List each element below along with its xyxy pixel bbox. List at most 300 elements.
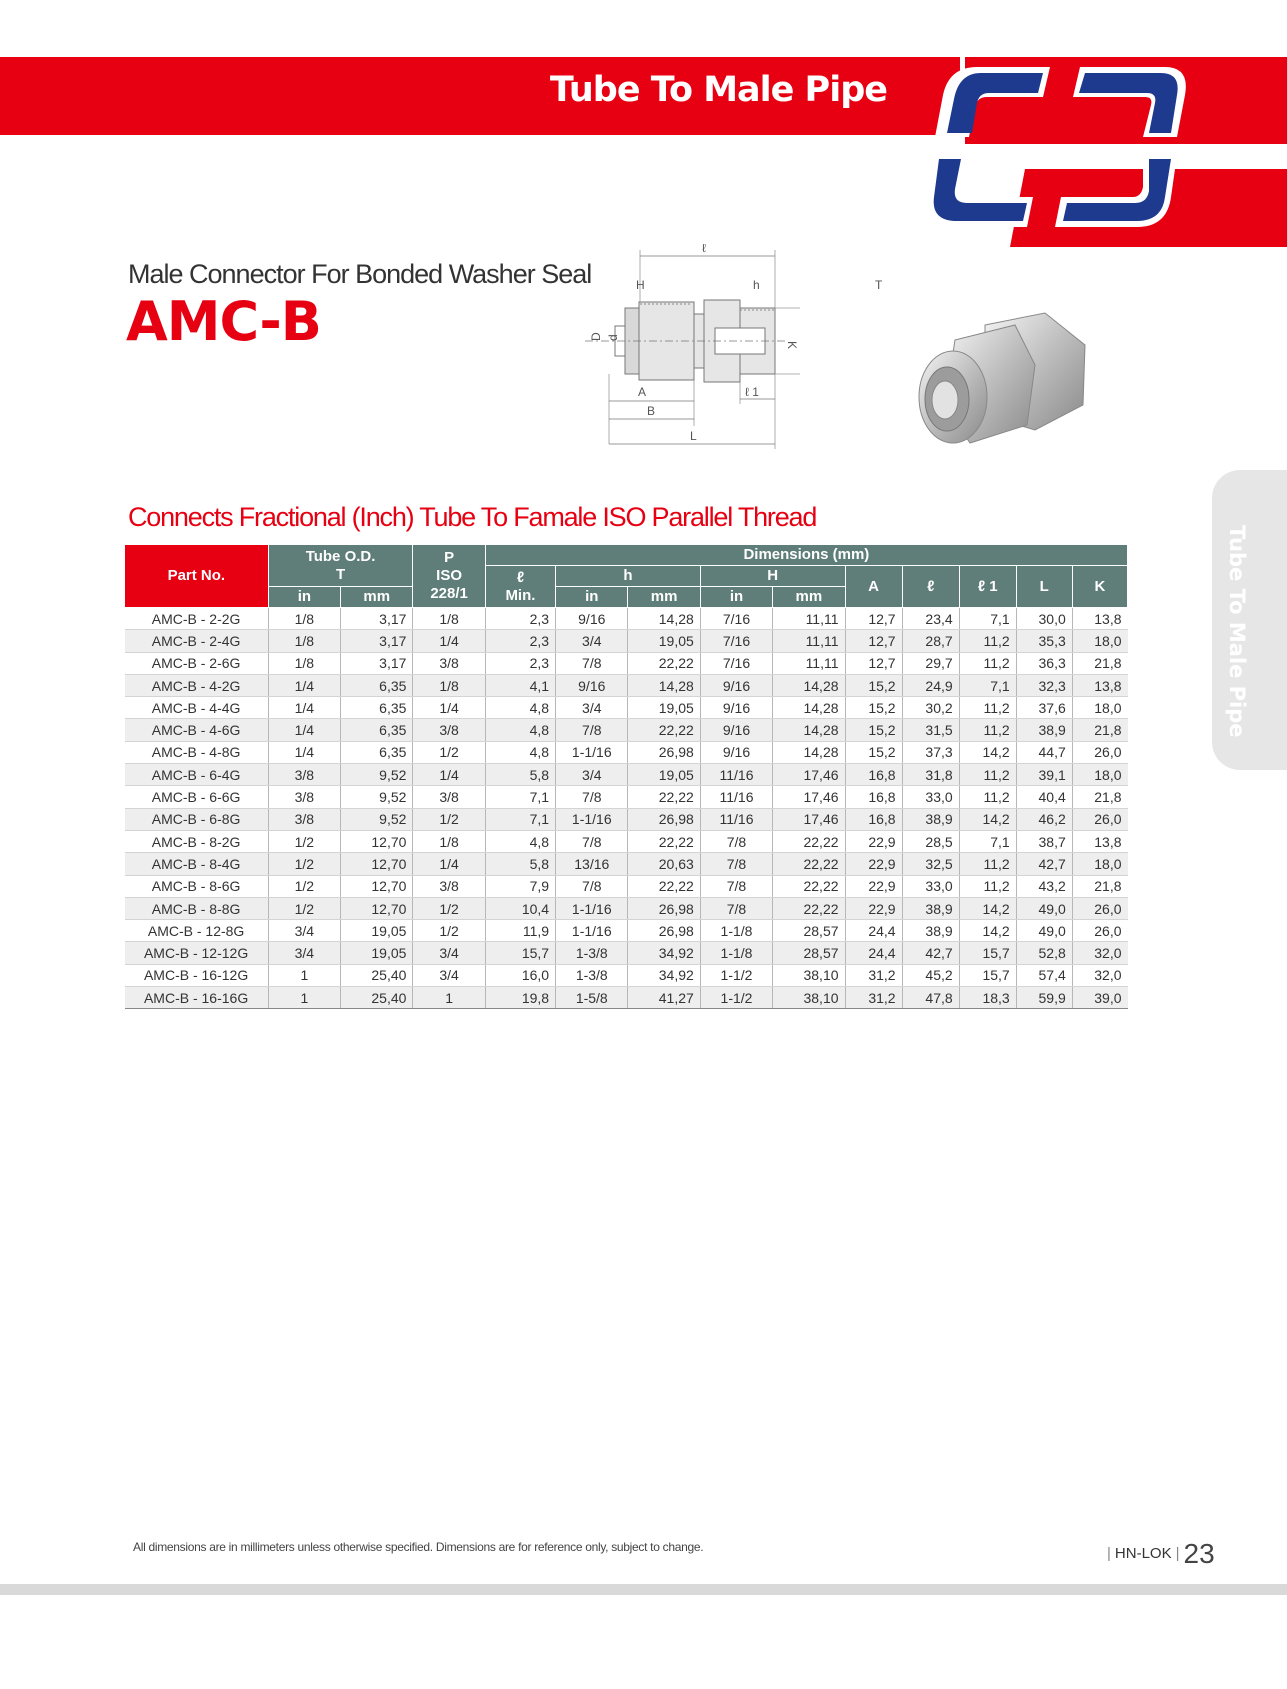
- diagram-label-D: D: [589, 332, 603, 341]
- cell-l-min: 19,8: [485, 987, 555, 1009]
- diagram-label-K: K: [785, 341, 799, 350]
- cell-l1: 7,1: [959, 674, 1016, 696]
- cell-l1: 14,2: [959, 920, 1016, 942]
- cell-tube-in: 1/4: [268, 741, 340, 763]
- cell-l-min: 5,8: [485, 764, 555, 786]
- cell-part-no: AMC-B - 4-4G: [125, 697, 269, 719]
- cell-A: 16,8: [845, 808, 902, 830]
- cell-l-min: 16,0: [485, 964, 555, 986]
- cell-h-in: 7/8: [556, 875, 628, 897]
- cell-H-in: 9/16: [700, 719, 772, 741]
- cell-l-min: 7,1: [485, 786, 555, 808]
- cell-tube-mm: 19,05: [341, 920, 413, 942]
- cell-H-mm: 17,46: [773, 764, 845, 786]
- cell-tube-in: 1/4: [268, 719, 340, 741]
- cell-l1: 7,1: [959, 608, 1016, 630]
- cell-H-mm: 14,28: [773, 674, 845, 696]
- cell-A: 12,7: [845, 608, 902, 630]
- cell-l: 29,7: [902, 652, 959, 674]
- cell-H-mm: 22,22: [773, 897, 845, 919]
- cell-l1: 11,2: [959, 853, 1016, 875]
- cell-h-mm: 26,98: [628, 920, 700, 942]
- cell-L: 36,3: [1016, 652, 1072, 674]
- cell-p: 1/2: [413, 741, 485, 763]
- header-l-min-label: Min.: [505, 586, 536, 604]
- cell-L: 37,6: [1016, 697, 1072, 719]
- table-row: [125, 964, 1128, 986]
- cell-tube-mm: 25,40: [341, 964, 413, 986]
- cell-l: 28,7: [902, 630, 959, 652]
- cell-tube-in: 1/4: [268, 697, 340, 719]
- cell-H-in: 7/16: [700, 652, 772, 674]
- cell-tube-mm: 19,05: [341, 942, 413, 964]
- cell-h-in: 1-1/16: [556, 808, 628, 830]
- cell-tube-mm: 3,17: [341, 652, 413, 674]
- product-photo: [915, 305, 1090, 470]
- cell-H-in: 11/16: [700, 764, 772, 786]
- cell-h-in: 7/8: [556, 786, 628, 808]
- cell-K: 26,0: [1072, 897, 1127, 919]
- header-dimensions: Dimensions (mm): [485, 545, 1127, 566]
- cell-l1: 14,2: [959, 808, 1016, 830]
- cell-H-mm: 11,11: [773, 630, 845, 652]
- cell-H-in: 7/8: [700, 897, 772, 919]
- cell-L: 59,9: [1016, 987, 1072, 1009]
- diagram-label-h: h: [753, 278, 760, 292]
- cell-A: 15,2: [845, 741, 902, 763]
- cell-l-min: 4,8: [485, 719, 555, 741]
- cell-A: 15,2: [845, 719, 902, 741]
- cell-part-no: AMC-B - 16-16G: [125, 987, 269, 1009]
- cell-l: 42,7: [902, 942, 959, 964]
- cell-l1: 11,2: [959, 652, 1016, 674]
- cell-part-no: AMC-B - 2-6G: [125, 652, 269, 674]
- cell-A: 31,2: [845, 987, 902, 1009]
- product-model: AMC-B: [126, 290, 321, 353]
- cell-H-mm: 28,57: [773, 920, 845, 942]
- diagram-label-A: A: [638, 385, 647, 399]
- cell-H-mm: 14,28: [773, 697, 845, 719]
- cell-K: 18,0: [1072, 764, 1127, 786]
- cell-l: 38,9: [902, 897, 959, 919]
- header-h-large: H: [700, 566, 845, 587]
- cell-tube-mm: 3,17: [341, 630, 413, 652]
- cell-part-no: AMC-B - 8-2G: [125, 830, 269, 852]
- table-row: [125, 652, 1128, 674]
- cell-A: 12,7: [845, 652, 902, 674]
- cell-tube-in: 1/8: [268, 630, 340, 652]
- cell-H-in: 11/16: [700, 786, 772, 808]
- header-A: A: [845, 566, 902, 608]
- cell-l1: 18,3: [959, 987, 1016, 1009]
- cell-H-mm: 17,46: [773, 808, 845, 830]
- cell-tube-in: 3/4: [268, 942, 340, 964]
- cell-A: 16,8: [845, 764, 902, 786]
- cell-h-mm: 41,27: [628, 987, 700, 1009]
- product-subtitle: Male Connector For Bonded Washer Seal: [128, 259, 592, 289]
- cell-h-in: 1-1/16: [556, 741, 628, 763]
- cell-A: 22,9: [845, 875, 902, 897]
- cell-p: 1: [413, 987, 485, 1009]
- cell-H-mm: 38,10: [773, 964, 845, 986]
- cell-l-min: 4,8: [485, 830, 555, 852]
- cell-tube-in: 1: [268, 964, 340, 986]
- cell-L: 44,7: [1016, 741, 1072, 763]
- cell-H-in: 7/8: [700, 830, 772, 852]
- header-h-in: in: [556, 587, 628, 608]
- cell-H-in: 11/16: [700, 808, 772, 830]
- cell-p: 1/2: [413, 808, 485, 830]
- cell-tube-mm: 9,52: [341, 808, 413, 830]
- cell-h-in: 7/8: [556, 652, 628, 674]
- cell-h-mm: 14,28: [628, 608, 700, 630]
- cell-tube-in: 1/2: [268, 897, 340, 919]
- cell-K: 26,0: [1072, 741, 1127, 763]
- cell-tube-mm: 12,70: [341, 853, 413, 875]
- table-row: [125, 942, 1128, 964]
- cell-p: 3/8: [413, 652, 485, 674]
- cell-H-mm: 11,11: [773, 652, 845, 674]
- table-row: [125, 630, 1128, 652]
- cell-tube-mm: 12,70: [341, 830, 413, 852]
- cell-K: 13,8: [1072, 830, 1127, 852]
- cell-tube-in: 1/2: [268, 875, 340, 897]
- cell-h-mm: 26,98: [628, 897, 700, 919]
- header-l-min: [485, 566, 555, 608]
- cell-h-in: 7/8: [556, 830, 628, 852]
- table-row: [125, 875, 1128, 897]
- cell-L: 49,0: [1016, 920, 1072, 942]
- cell-p: 1/8: [413, 608, 485, 630]
- cell-l-min: 11,9: [485, 920, 555, 942]
- cell-h-mm: 14,28: [628, 674, 700, 696]
- cell-A: 24,4: [845, 942, 902, 964]
- cell-l: 47,8: [902, 987, 959, 1009]
- cell-l: 45,2: [902, 964, 959, 986]
- footer-band: [0, 1584, 1287, 1595]
- cell-l1: 11,2: [959, 764, 1016, 786]
- cell-h-mm: 19,05: [628, 697, 700, 719]
- cell-h-in: 1-3/8: [556, 942, 628, 964]
- cell-h-mm: 22,22: [628, 652, 700, 674]
- cell-A: 15,2: [845, 697, 902, 719]
- header-h-small: h: [556, 566, 701, 587]
- cell-part-no: AMC-B - 6-4G: [125, 764, 269, 786]
- cell-l: 31,8: [902, 764, 959, 786]
- cell-l-min: 10,4: [485, 897, 555, 919]
- cell-part-no: AMC-B - 4-6G: [125, 719, 269, 741]
- header-tube-od-label: Tube O.D.: [305, 547, 376, 565]
- cell-L: 32,3: [1016, 674, 1072, 696]
- cell-h-in: 3/4: [556, 630, 628, 652]
- cell-tube-mm: 9,52: [341, 764, 413, 786]
- cell-tube-mm: 3,17: [341, 608, 413, 630]
- cell-H-in: 1-1/2: [700, 964, 772, 986]
- cell-l-min: 2,3: [485, 608, 555, 630]
- cell-tube-mm: 12,70: [341, 875, 413, 897]
- cell-H-in: 9/16: [700, 741, 772, 763]
- diagram-label-T: T: [875, 278, 883, 292]
- cell-A: 16,8: [845, 786, 902, 808]
- cell-H-mm: 22,22: [773, 875, 845, 897]
- cell-p: 3/4: [413, 942, 485, 964]
- cell-l-min: 7,9: [485, 875, 555, 897]
- header-p-iso: ISO: [436, 567, 463, 584]
- cell-L: 35,3: [1016, 630, 1072, 652]
- cell-L: 57,4: [1016, 964, 1072, 986]
- header-l: ℓ: [902, 566, 959, 608]
- cell-K: 13,8: [1072, 608, 1127, 630]
- cell-L: 49,0: [1016, 897, 1072, 919]
- cell-H-mm: 14,28: [773, 719, 845, 741]
- table-row: [125, 697, 1128, 719]
- cell-tube-in: 1/4: [268, 674, 340, 696]
- cell-tube-in: 3/4: [268, 920, 340, 942]
- cell-part-no: AMC-B - 4-2G: [125, 674, 269, 696]
- cell-p: 1/4: [413, 697, 485, 719]
- cell-A: 31,2: [845, 964, 902, 986]
- table-row: [125, 764, 1128, 786]
- cell-l1: 14,2: [959, 741, 1016, 763]
- header-L: L: [1016, 566, 1072, 608]
- header-tube-in: in: [268, 587, 340, 608]
- cell-L: 30,0: [1016, 608, 1072, 630]
- cell-H-in: 1-1/8: [700, 920, 772, 942]
- cell-L: 39,1: [1016, 764, 1072, 786]
- cell-K: 21,8: [1072, 719, 1127, 741]
- cell-K: 13,8: [1072, 674, 1127, 696]
- cell-tube-in: 3/8: [268, 786, 340, 808]
- cell-l-min: 2,3: [485, 652, 555, 674]
- cell-l1: 11,2: [959, 630, 1016, 652]
- cell-H-in: 7/16: [700, 608, 772, 630]
- cell-p: 1/8: [413, 830, 485, 852]
- header-tube-mm: mm: [341, 587, 413, 608]
- header-p-label: P: [444, 549, 455, 566]
- table-row: [125, 741, 1128, 763]
- cell-tube-in: 3/8: [268, 764, 340, 786]
- section-title: Connects Fractional (Inch) Tube To Famale ISO Parallel Thread: [128, 502, 817, 532]
- cell-p: 1/4: [413, 630, 485, 652]
- cell-A: 24,4: [845, 920, 902, 942]
- side-tab[interactable]: [1212, 470, 1287, 770]
- cell-l: 28,5: [902, 830, 959, 852]
- cell-tube-in: 3/8: [268, 808, 340, 830]
- cell-l: 23,4: [902, 608, 959, 630]
- cell-p: 1/2: [413, 920, 485, 942]
- cell-l-min: 7,1: [485, 808, 555, 830]
- cell-A: 22,9: [845, 897, 902, 919]
- cell-K: 26,0: [1072, 920, 1127, 942]
- cell-tube-mm: 6,35: [341, 674, 413, 696]
- cell-tube-in: 1/2: [268, 830, 340, 852]
- side-tab-label: Tube To Male Pipe: [1225, 525, 1249, 738]
- cell-H-in: 7/8: [700, 875, 772, 897]
- cell-K: 26,0: [1072, 808, 1127, 830]
- cell-l: 37,3: [902, 741, 959, 763]
- cell-p: 1/2: [413, 897, 485, 919]
- cell-H-in: 1-1/2: [700, 987, 772, 1009]
- table-row: [125, 987, 1128, 1009]
- cell-K: 18,0: [1072, 697, 1127, 719]
- cell-L: 38,9: [1016, 719, 1072, 741]
- cell-A: 15,2: [845, 674, 902, 696]
- cell-l: 32,5: [902, 853, 959, 875]
- table-row: [125, 808, 1128, 830]
- cell-L: 38,7: [1016, 830, 1072, 852]
- cell-l-min: 4,1: [485, 674, 555, 696]
- cell-H-mm: 28,57: [773, 942, 845, 964]
- header-H-in: in: [700, 587, 772, 608]
- cell-l1: 15,7: [959, 942, 1016, 964]
- cell-tube-mm: 6,35: [341, 697, 413, 719]
- cell-l1: 11,2: [959, 875, 1016, 897]
- table-row: [125, 897, 1128, 919]
- cell-h-mm: 26,98: [628, 808, 700, 830]
- cell-tube-mm: 9,52: [341, 786, 413, 808]
- header-tube-od: [268, 545, 413, 587]
- header-tube-od-symbol: T: [335, 565, 346, 583]
- cell-part-no: AMC-B - 6-8G: [125, 808, 269, 830]
- cell-l1: 11,2: [959, 786, 1016, 808]
- cell-h-mm: 26,98: [628, 741, 700, 763]
- cell-K: 39,0: [1072, 987, 1127, 1009]
- diagram-label-B: B: [647, 404, 656, 418]
- table-row: [125, 719, 1128, 741]
- cell-L: 40,4: [1016, 786, 1072, 808]
- cell-H-mm: 38,10: [773, 987, 845, 1009]
- cell-l: 33,0: [902, 875, 959, 897]
- diagram-label-d: d: [606, 334, 620, 341]
- cell-H-mm: 22,22: [773, 853, 845, 875]
- cell-K: 21,8: [1072, 652, 1127, 674]
- cell-h-in: 1-1/16: [556, 920, 628, 942]
- header-H-mm: mm: [773, 587, 845, 608]
- cell-part-no: AMC-B - 6-6G: [125, 786, 269, 808]
- cell-tube-in: 1/2: [268, 853, 340, 875]
- cell-h-in: 9/16: [556, 674, 628, 696]
- cell-part-no: AMC-B - 8-4G: [125, 853, 269, 875]
- cell-K: 21,8: [1072, 786, 1127, 808]
- cell-p: 1/4: [413, 853, 485, 875]
- cell-p: 3/4: [413, 964, 485, 986]
- cell-K: 32,0: [1072, 942, 1127, 964]
- cell-l: 38,9: [902, 920, 959, 942]
- cell-h-mm: 22,22: [628, 875, 700, 897]
- cell-l1: 7,1: [959, 830, 1016, 852]
- diagram-label-l: ℓ: [702, 244, 706, 255]
- cell-h-in: 1-3/8: [556, 964, 628, 986]
- cell-L: 42,7: [1016, 853, 1072, 875]
- cell-l-min: 5,8: [485, 853, 555, 875]
- cell-h-in: 3/4: [556, 764, 628, 786]
- cell-part-no: AMC-B - 12-8G: [125, 920, 269, 942]
- cell-part-no: AMC-B - 8-8G: [125, 897, 269, 919]
- diagram-label-L: L: [690, 429, 697, 443]
- cell-tube-in: 1/8: [268, 652, 340, 674]
- cell-l-min: 2,3: [485, 630, 555, 652]
- cell-A: 22,9: [845, 830, 902, 852]
- cell-l-min: 15,7: [485, 942, 555, 964]
- cell-p: 3/8: [413, 786, 485, 808]
- cell-h-in: 7/8: [556, 719, 628, 741]
- cell-h-mm: 34,92: [628, 964, 700, 986]
- cell-l1: 11,2: [959, 697, 1016, 719]
- cell-h-mm: 22,22: [628, 830, 700, 852]
- spec-table-body: [125, 608, 1128, 1009]
- cell-h-mm: 20,63: [628, 853, 700, 875]
- cell-K: 32,0: [1072, 964, 1127, 986]
- cell-p: 3/8: [413, 719, 485, 741]
- cell-l: 31,5: [902, 719, 959, 741]
- cell-tube-mm: 6,35: [341, 741, 413, 763]
- cell-L: 43,2: [1016, 875, 1072, 897]
- cell-h-in: 13/16: [556, 853, 628, 875]
- cell-L: 52,8: [1016, 942, 1072, 964]
- cell-A: 12,7: [845, 630, 902, 652]
- cell-tube-in: 1: [268, 987, 340, 1009]
- table-row: [125, 920, 1128, 942]
- table-row: [125, 786, 1128, 808]
- header-h-mm: mm: [628, 587, 700, 608]
- header-p-standard: 228/1: [430, 585, 468, 602]
- cell-K: 18,0: [1072, 630, 1127, 652]
- cell-h-in: 9/16: [556, 608, 628, 630]
- diagram-label-l1: ℓ 1: [745, 385, 759, 399]
- header-part-no: Part No.: [125, 545, 269, 608]
- cell-h-mm: 34,92: [628, 942, 700, 964]
- cell-H-in: 7/16: [700, 630, 772, 652]
- cell-tube-mm: 25,40: [341, 987, 413, 1009]
- brand-logo-icon: [915, 57, 1287, 247]
- spec-table: [124, 544, 1128, 1009]
- cell-A: 22,9: [845, 853, 902, 875]
- header-K: K: [1072, 566, 1127, 608]
- cell-l: 38,9: [902, 808, 959, 830]
- header-p: [413, 545, 485, 608]
- technical-drawing: [585, 244, 885, 479]
- cell-K: 18,0: [1072, 853, 1127, 875]
- cell-K: 21,8: [1072, 875, 1127, 897]
- cell-l: 30,2: [902, 697, 959, 719]
- cell-H-in: 7/8: [700, 853, 772, 875]
- cell-part-no: AMC-B - 8-6G: [125, 875, 269, 897]
- cell-p: 1/8: [413, 674, 485, 696]
- cell-h-in: 1-1/16: [556, 897, 628, 919]
- cell-h-in: 3/4: [556, 697, 628, 719]
- cell-h-mm: 19,05: [628, 764, 700, 786]
- header-l1: ℓ 1: [959, 566, 1016, 608]
- cell-H-in: 9/16: [700, 674, 772, 696]
- diagram-label-H: H: [636, 278, 645, 292]
- page-title: Tube To Male Pipe: [549, 70, 887, 110]
- cell-part-no: AMC-B - 2-2G: [125, 608, 269, 630]
- cell-p: 3/8: [413, 875, 485, 897]
- cell-l: 33,0: [902, 786, 959, 808]
- cell-tube-mm: 6,35: [341, 719, 413, 741]
- cell-part-no: AMC-B - 2-4G: [125, 630, 269, 652]
- cell-H-mm: 14,28: [773, 741, 845, 763]
- cell-h-mm: 22,22: [628, 786, 700, 808]
- cell-h-mm: 22,22: [628, 719, 700, 741]
- cell-L: 46,2: [1016, 808, 1072, 830]
- cell-tube-in: 1/8: [268, 608, 340, 630]
- table-row: [125, 608, 1128, 630]
- footnote: All dimensions are in millimeters unless otherwise specified. Dimensions are for reference only, subject to change.: [133, 1540, 704, 1554]
- footer-brand: | HN-LOK | 23: [1107, 1538, 1215, 1569]
- cell-part-no: AMC-B - 16-12G: [125, 964, 269, 986]
- cell-part-no: AMC-B - 4-8G: [125, 741, 269, 763]
